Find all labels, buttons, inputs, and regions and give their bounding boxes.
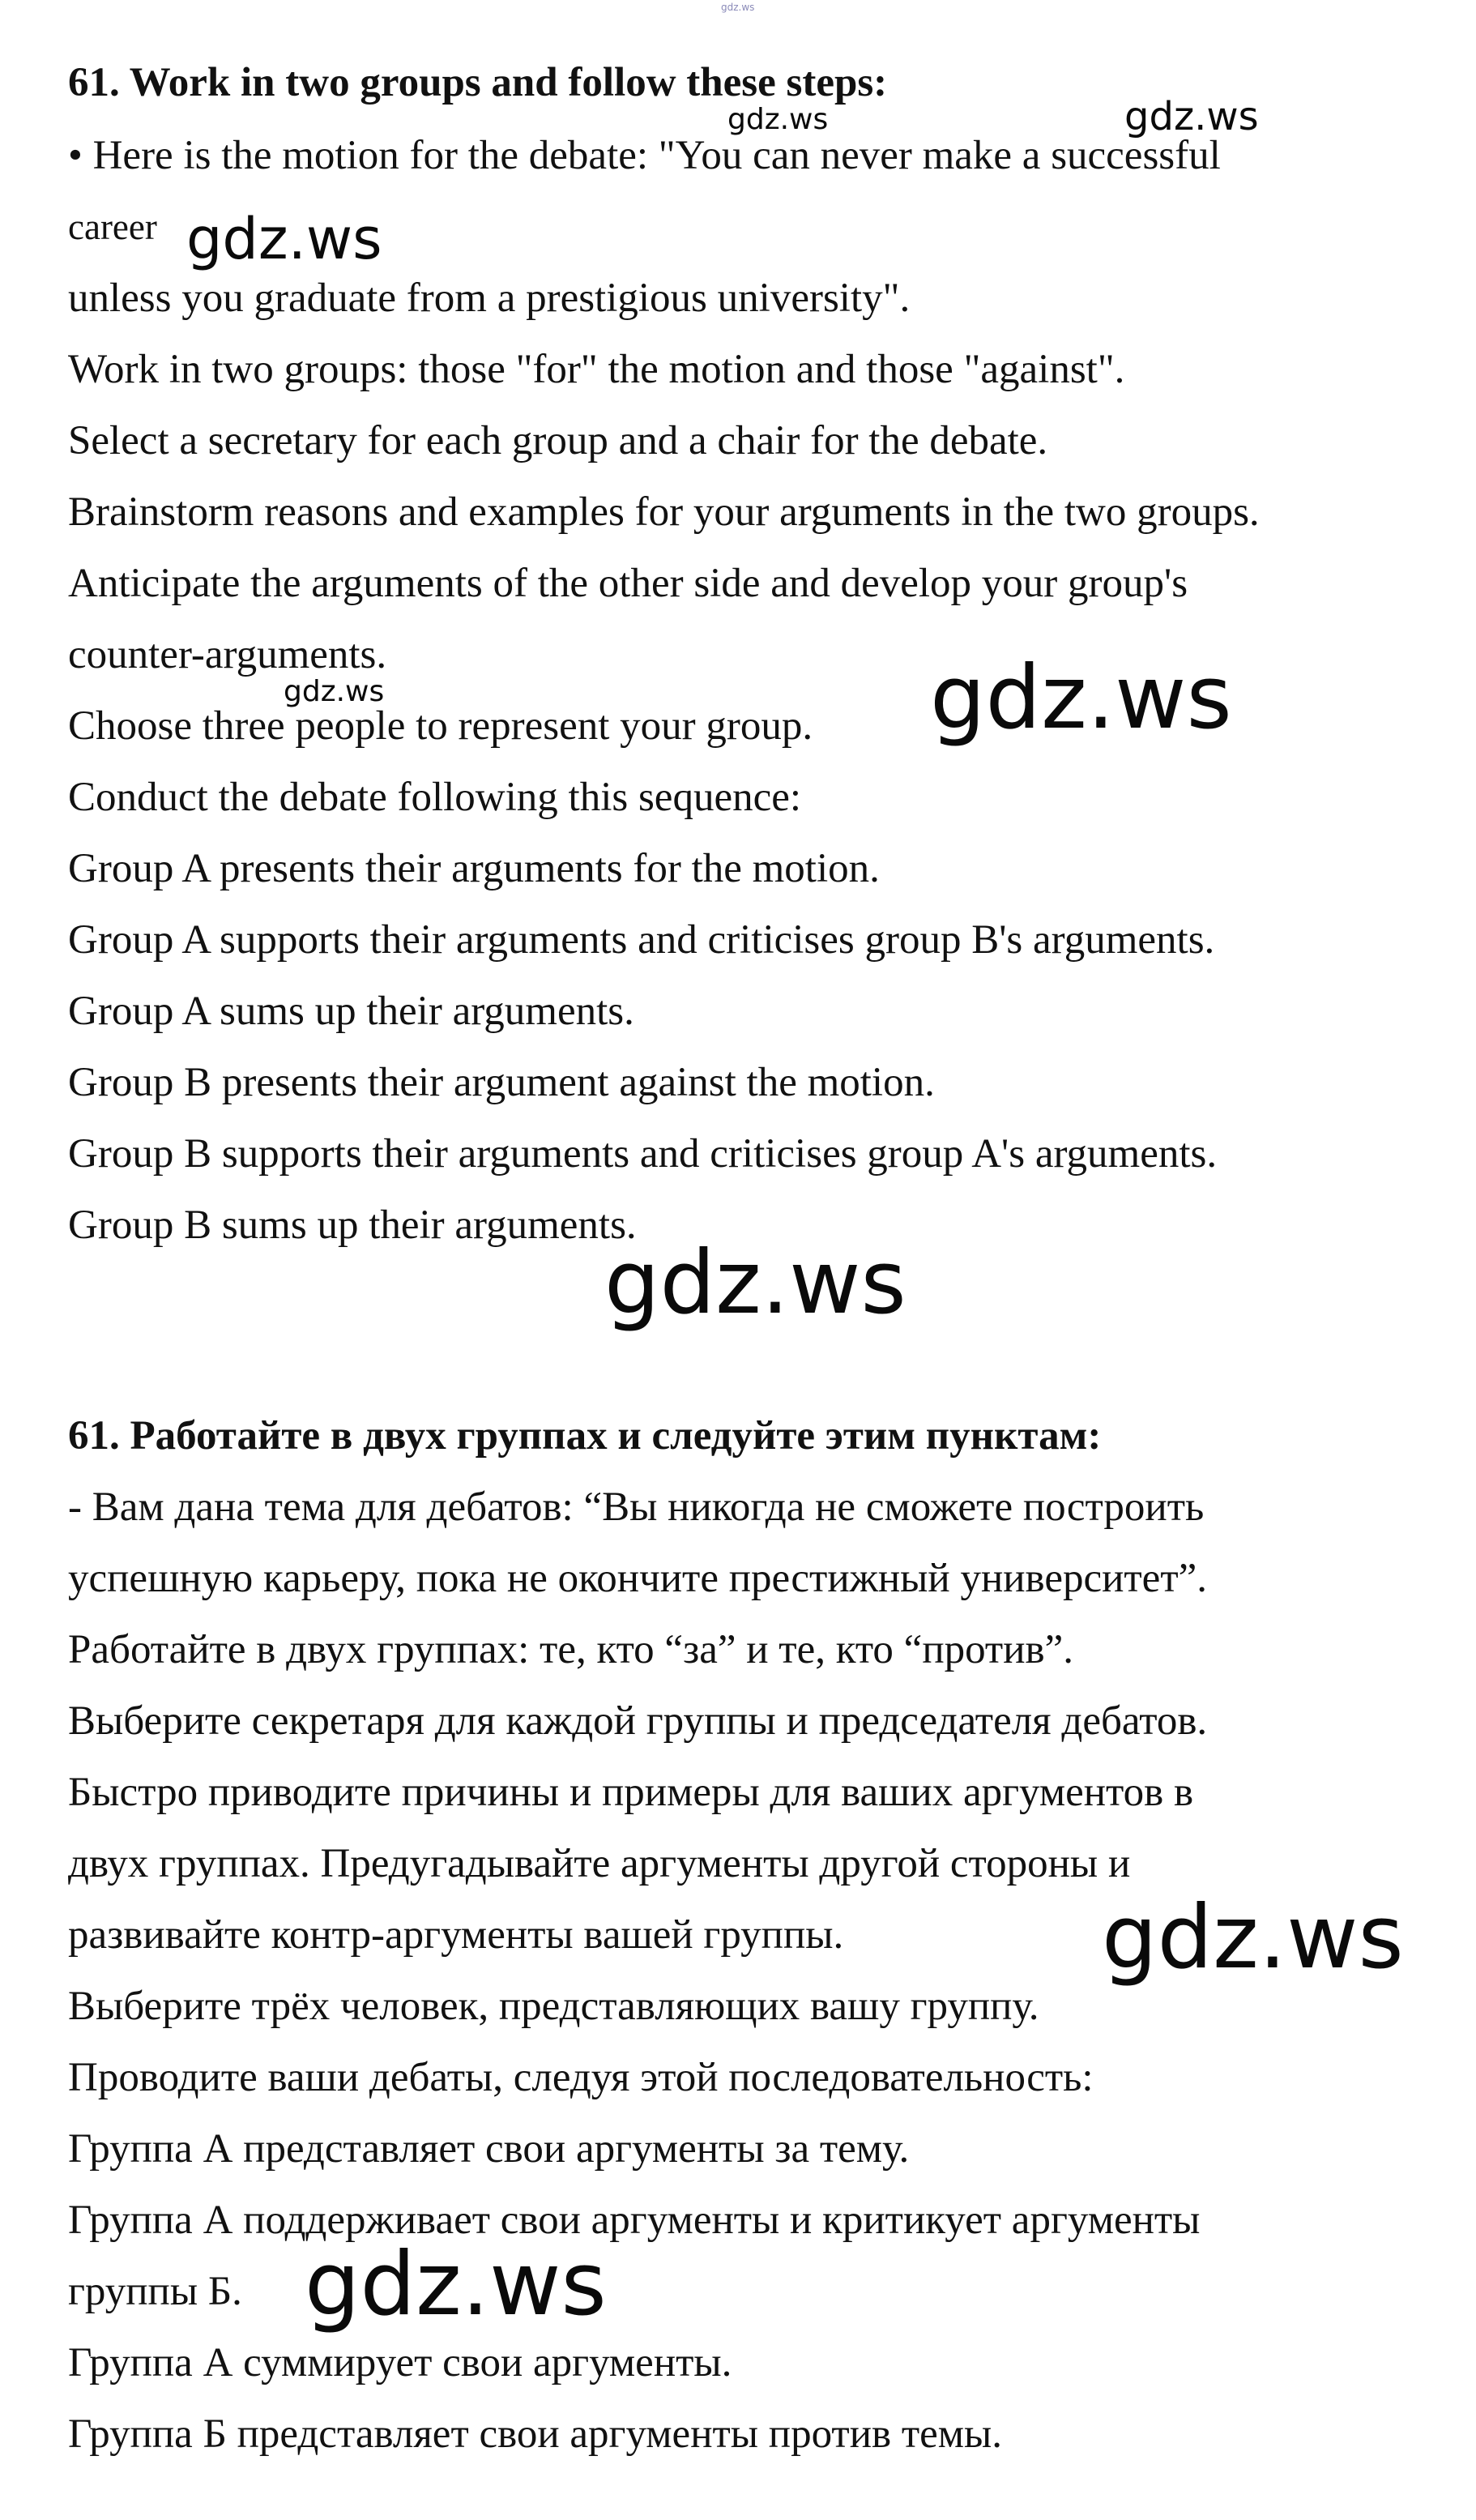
text-line: Group A presents their arguments for the motion. (68, 846, 880, 891)
watermark: gdz.ws (727, 103, 829, 136)
text-line: Быстро приводите причины и примеры для ваших аргументов в (68, 1770, 1194, 1815)
text-line: unless you graduate from a prestigious university". (68, 275, 911, 321)
watermark: gdz.ws (604, 1232, 907, 1334)
watermark: gdz.ws (186, 206, 382, 272)
watermark: gdz.ws (284, 675, 385, 708)
text-line: career (68, 207, 157, 247)
top-watermark: gdz.ws (721, 2, 755, 13)
text-line: Group B presents their argument against the motion. (68, 1060, 935, 1105)
exercise-heading-russian: 61. Работайте в двух группах и следуйте этим пунктам: (68, 1413, 1102, 1459)
text-line: Выберите трёх человек, представляющих вашу группу. (68, 1984, 1039, 2029)
text-line: Выберите секретаря для каждой группы и председателя дебатов. (68, 1698, 1208, 1744)
text-line: • Here is the motion for the debate: "You can never make a successful (68, 133, 1221, 178)
exercise-heading-english: 61. Work in two groups and follow these steps: (68, 60, 888, 105)
text-line: Brainstorm reasons and examples for your arguments in the two groups. (68, 489, 1260, 535)
text-line: Work in two groups: those "for" the motion and those "against". (68, 347, 1125, 392)
text-line: двух группах. Предугадывайте аргументы другой стороны и (68, 1841, 1131, 1886)
watermark: gdz.ws (1124, 94, 1259, 139)
text-line: Group A supports their arguments and criticises group B's arguments. (68, 917, 1215, 963)
text-line: Choose three people to represent your group. (68, 703, 813, 749)
text-line: Conduct the debate following this sequence: (68, 775, 802, 820)
text-line: группы Б. (68, 2269, 242, 2314)
text-line: Группа А суммирует свои аргументы. (68, 2340, 732, 2385)
text-line: развивайте контр-аргументы вашей группы. (68, 1912, 844, 1958)
text-line: Группа А поддерживает свои аргументы и критикует аргументы (68, 2198, 1201, 2243)
text-line: Group B supports their arguments and criticises group A's arguments. (68, 1131, 1218, 1177)
text-line: Группа Б представляет свои аргументы против темы. (68, 2411, 1003, 2457)
text-line: Группа А представляет свои аргументы за тему. (68, 2126, 910, 2172)
text-line: Group A sums up their arguments. (68, 989, 634, 1034)
text-line: Работайте в двух группах: те, кто “за” и те, кто “против”. (68, 1627, 1073, 1672)
text-line: Group B sums up their arguments. (68, 1202, 637, 1248)
text-line: успешную карьеру, пока не окончите престижный университет”. (68, 1556, 1207, 1601)
text-line: counter-arguments. (68, 632, 387, 677)
text-line: Проводите ваши дебаты, следуя этой последовательность: (68, 2055, 1094, 2100)
watermark: gdz.ws (305, 2234, 607, 2335)
text-line: Select a secretary for each group and a chair for the debate. (68, 418, 1048, 463)
watermark: gdz.ws (1102, 1887, 1404, 1988)
text-line: Anticipate the arguments of the other side and develop your group's (68, 561, 1188, 606)
text-line: - Вам дана тема для дебатов: “Вы никогда не сможете построить (68, 1484, 1205, 1530)
watermark: gdz.ws (930, 647, 1232, 749)
